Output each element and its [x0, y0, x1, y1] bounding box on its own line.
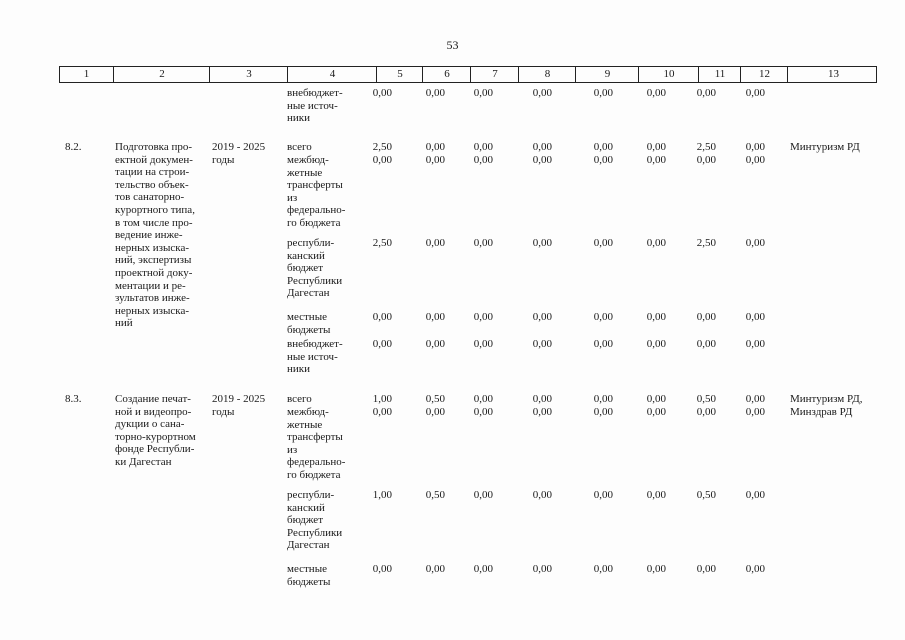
value-cell: 0,00 — [372, 338, 392, 350]
value-cell: 0,00 — [745, 311, 765, 323]
value-cell: 0,00 — [696, 406, 716, 418]
value-cell: 0,00 — [473, 141, 493, 153]
value-cell: 0,00 — [372, 563, 392, 575]
header-cell: 6 — [422, 67, 471, 82]
value-cell: 0,00 — [646, 338, 666, 350]
value-cell: 0,00 — [532, 154, 552, 166]
row-number: 8.3. — [65, 393, 82, 405]
value-cell: 0,00 — [372, 311, 392, 323]
value-cell: 0,00 — [593, 154, 613, 166]
value-cell: 0,00 — [532, 141, 552, 153]
header-cell: 2 — [113, 67, 210, 82]
value-cell: 0,00 — [745, 563, 765, 575]
value-cell: 2,50 — [696, 141, 716, 153]
value-cell: 0,50 — [425, 393, 445, 405]
value-cell: 1,00 — [372, 393, 392, 405]
value-cell: 0,00 — [372, 154, 392, 166]
header-cell: 10 — [638, 67, 699, 82]
value-cell: 0,00 — [532, 237, 552, 249]
value-cell: 0,50 — [696, 393, 716, 405]
value-cell: 0,00 — [646, 406, 666, 418]
table-header-row — [59, 66, 877, 83]
header-cell: 4 — [287, 67, 377, 82]
value-cell: 0,00 — [473, 154, 493, 166]
value-cell: 0,00 — [646, 393, 666, 405]
value-cell: 0,00 — [473, 237, 493, 249]
value-cell: 0,00 — [425, 87, 445, 99]
value-cell: 0,00 — [593, 563, 613, 575]
header-cell: 3 — [209, 67, 288, 82]
value-cell: 0,00 — [593, 406, 613, 418]
value-cell: 0,00 — [532, 311, 552, 323]
value-cell: 0,00 — [696, 311, 716, 323]
value-cell: 0,00 — [646, 87, 666, 99]
value-cell: 0,00 — [646, 489, 666, 501]
value-cell: 0,00 — [593, 141, 613, 153]
executor-cell: Минтуризм РД — [790, 141, 860, 153]
executor-cell: Минтуризм РД, Минздрав РД — [790, 393, 863, 418]
value-cell: 0,00 — [532, 393, 552, 405]
value-cell: 0,00 — [425, 406, 445, 418]
value-cell: 0,00 — [593, 338, 613, 350]
value-cell: 0,00 — [425, 311, 445, 323]
value-cell: 0,00 — [745, 237, 765, 249]
value-cell: 0,00 — [473, 406, 493, 418]
value-cell: 0,00 — [372, 87, 392, 99]
value-cell: 0,00 — [593, 393, 613, 405]
source-label: межбюд- жетные трансферты из федерально- го бюджета — [287, 154, 346, 229]
value-cell: 0,00 — [473, 563, 493, 575]
value-cell: 0,00 — [745, 406, 765, 418]
value-cell: 2,50 — [372, 237, 392, 249]
header-cell: 11 — [698, 67, 741, 82]
source-label: республи- канский бюджет Республики Дагестан — [287, 489, 343, 552]
source-label: местные бюджеты — [287, 311, 331, 336]
source-label: межбюд- жетные трансферты из федерально- го бюджета — [287, 406, 346, 481]
value-cell: 0,00 — [593, 311, 613, 323]
value-cell: 0,00 — [372, 406, 392, 418]
value-cell: 0,00 — [473, 338, 493, 350]
value-cell: 0,00 — [532, 338, 552, 350]
value-cell: 0,00 — [745, 393, 765, 405]
value-cell: 0,00 — [646, 237, 666, 249]
header-cell: 8 — [518, 67, 576, 82]
value-cell: 0,00 — [425, 237, 445, 249]
value-cell: 0,00 — [696, 338, 716, 350]
header-cell: 7 — [470, 67, 519, 82]
value-cell: 0,00 — [425, 154, 445, 166]
value-cell: 0,00 — [473, 393, 493, 405]
value-cell: 0,00 — [745, 489, 765, 501]
source-label: всего — [287, 393, 312, 405]
value-cell: 0,00 — [745, 87, 765, 99]
value-cell: 0,00 — [532, 563, 552, 575]
source-label: республи- канский бюджет Республики Дагестан — [287, 237, 343, 300]
value-cell: 2,50 — [696, 237, 716, 249]
value-cell: 0,50 — [425, 489, 445, 501]
source-label: всего — [287, 141, 312, 153]
value-cell: 0,00 — [646, 311, 666, 323]
value-cell: 0,00 — [425, 563, 445, 575]
row-number: 8.2. — [65, 141, 82, 153]
period-cell: 2019 - 2025 годы — [212, 141, 266, 166]
value-cell: 0,00 — [696, 563, 716, 575]
value-cell: 0,00 — [532, 87, 552, 99]
value-cell: 0,00 — [473, 311, 493, 323]
period-cell: 2019 - 2025 годы — [212, 393, 266, 418]
value-cell: 0,00 — [425, 141, 445, 153]
value-cell: 0,00 — [593, 489, 613, 501]
source-label: внебюджет- ные источ- ники — [287, 338, 343, 376]
value-cell: 0,50 — [696, 489, 716, 501]
value-cell: 0,00 — [532, 406, 552, 418]
source-label: внебюджет- ные источ- ники — [287, 87, 343, 125]
value-cell: 0,00 — [646, 563, 666, 575]
page-number: 53 — [446, 38, 459, 52]
header-cell: 12 — [740, 67, 788, 82]
value-cell: 0,00 — [646, 154, 666, 166]
value-cell: 1,00 — [372, 489, 392, 501]
value-cell: 0,00 — [473, 489, 493, 501]
value-cell: 0,00 — [696, 87, 716, 99]
activity-description: Создание печат- ной и видеопро- дукции о сана- торно-курортном фонде Республи- ки Дагестан — [115, 393, 196, 468]
value-cell: 2,50 — [372, 141, 392, 153]
value-cell: 0,00 — [745, 338, 765, 350]
value-cell: 0,00 — [473, 87, 493, 99]
value-cell: 0,00 — [646, 141, 666, 153]
value-cell: 0,00 — [532, 489, 552, 501]
value-cell: 0,00 — [745, 154, 765, 166]
value-cell: 0,00 — [593, 87, 613, 99]
activity-description: Подготовка про- ектной докумен- тации на строи- тельство объек- тов санаторно- курортного типа, в том числе про- ведение инже- нерных изыска- ний, экспертизы проектной доку- ментации и ре- зультатов инже- нерных изыска- ний — [115, 141, 195, 330]
source-label: местные бюджеты — [287, 563, 331, 588]
value-cell: 0,00 — [696, 154, 716, 166]
value-cell: 0,00 — [745, 141, 765, 153]
header-cell: 5 — [376, 67, 423, 82]
value-cell: 0,00 — [425, 338, 445, 350]
value-cell: 0,00 — [593, 237, 613, 249]
header-cell: 9 — [575, 67, 639, 82]
header-cell: 13 — [787, 67, 879, 82]
header-cell: 1 — [83, 68, 90, 80]
